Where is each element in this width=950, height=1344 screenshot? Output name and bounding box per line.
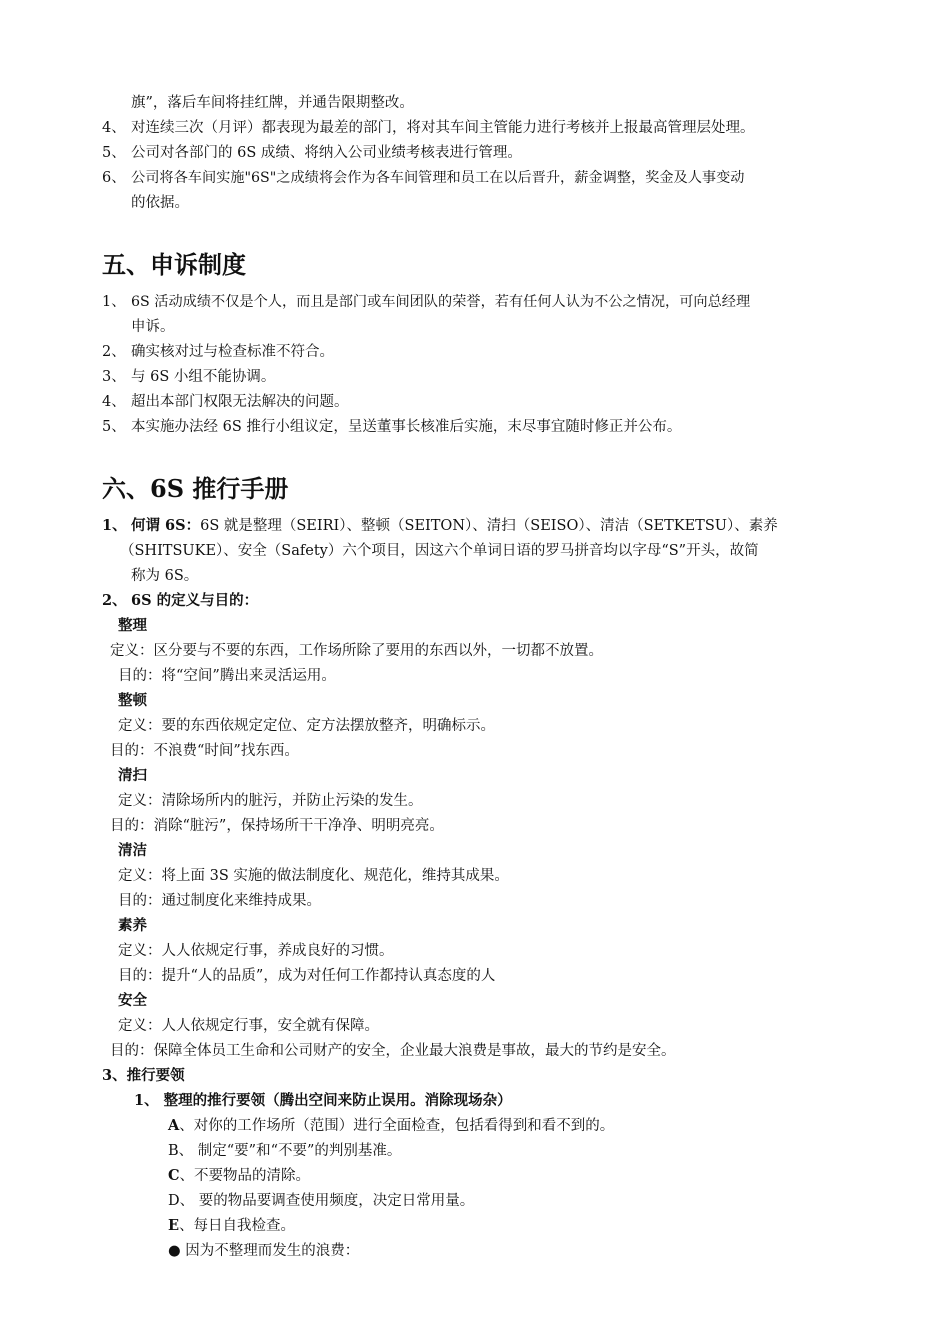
step-text: 、不要物品的清除。 — [179, 1168, 311, 1184]
term-purpose: 目的：将“空间”腾出来灵活运用。 — [118, 668, 336, 684]
section-heading-appeals: 五、申诉制度 — [102, 250, 246, 279]
list-item-continuation: 的依据。 — [131, 195, 189, 211]
list-item-continuation: 称为 6S。 — [131, 568, 199, 584]
term-definition: 定义：将上面 3S 实施的做法制度化、规范化，维持其成果。 — [118, 868, 509, 884]
list-text: 6S 的定义与目的： — [131, 592, 259, 609]
list-number: 2、 — [102, 344, 126, 360]
term-name: 安全 — [118, 992, 147, 1009]
list-text: 确实核对过与检查标准不符合。 — [131, 344, 334, 360]
step-mark: D — [168, 1193, 180, 1209]
term-name: 素养 — [118, 917, 147, 934]
list-text: 6S 就是整理（SEIRI）、整顿（SEITON）、清扫（SEISO）、清洁（SETKETSU）、素养 — [200, 518, 778, 534]
list-number: 2、 — [102, 592, 127, 609]
step-text: 、对你的工作场所（范围）进行全面检查，包括看得到和看不到的。 — [179, 1118, 615, 1134]
step-mark: C — [168, 1167, 180, 1184]
list-item-continuation: 旗”，落后车间将挂红牌，并通告限期整改。 — [131, 95, 414, 111]
term-purpose: 目的：提升“人的品质”，成为对任何工作都持认真态度的人 — [118, 968, 496, 984]
list-text: 超出本部门权限无法解决的问题。 — [131, 394, 349, 410]
step-item — [168, 1166, 310, 1186]
term-purpose: 目的：保障全体员工生命和公司财产的安全，企业最大浪费是事故，最大的节约是安全。 — [110, 1043, 676, 1059]
subsection-subheading: 1、 整理的推行要领（腾出空间来防止误用。消除现场杂） — [134, 1092, 512, 1109]
step-mark: A — [168, 1117, 180, 1134]
term-label: 何谓 6S： — [131, 517, 201, 534]
term-definition: 定义：清除场所内的脏污，并防止污染的发生。 — [118, 793, 423, 809]
list-text: 公司对各部门的 6S 成绩、将纳入公司业绩考核表进行管理。 — [131, 145, 522, 161]
step-text: 、 制定“要”和“不要”的判别基准。 — [178, 1143, 402, 1159]
list-item-continuation: 申诉。 — [131, 319, 175, 335]
list-text: 与 6S 小组不能协调。 — [131, 369, 276, 385]
step-item — [168, 1116, 614, 1136]
term-purpose: 目的：通过制度化来维持成果。 — [118, 893, 321, 909]
step-item — [168, 1141, 401, 1161]
step-text: 、 要的物品要调查使用频度，决定日常用量。 — [179, 1193, 475, 1209]
list-text: 6S 活动成绩不仅是个人，而且是部门或车间团队的荣誉，若有任何人认为不公之情况，可向总经理 — [131, 294, 751, 310]
list-number: 5、 — [102, 419, 126, 435]
list-number: 5、 — [102, 145, 126, 161]
list-text: 对连续三次（月评）都表现为最差的部门，将对其车间主管能力进行考核并上报最高管理层处理。 — [131, 120, 755, 136]
list-number: 4、 — [102, 120, 126, 136]
list-number: 1、 — [102, 294, 126, 310]
step-mark: E — [168, 1217, 180, 1234]
list-text: 本实施办法经 6S 推行小组议定，呈送董事长核准后实施，末尽事宜随时修正并公布。 — [131, 419, 682, 435]
list-text-wrap — [131, 516, 778, 536]
term-purpose: 目的：不浪费“时间”找东西。 — [110, 743, 299, 759]
list-number: 3、 — [102, 369, 126, 385]
subsection-heading: 3、推行要领 — [102, 1067, 185, 1084]
bullet-item: ● 因为不整理而发生的浪费： — [168, 1243, 360, 1259]
term-name: 整理 — [118, 617, 147, 634]
list-text: 公司将各车间实施"6S"之成绩将会作为各车间管理和员工在以后晋升，薪金调整，奖金及人事变动 — [131, 170, 745, 186]
term-name: 整顿 — [118, 692, 147, 709]
step-item — [168, 1191, 474, 1211]
list-item-continuation: （SHITSUKE）、安全（Safety）六个项目，因这六个单词日语的罗马拼音均以字母“S”开头，故简 — [120, 543, 759, 559]
term-name: 清扫 — [118, 767, 147, 784]
step-mark: B — [168, 1143, 179, 1159]
list-number: 4、 — [102, 394, 126, 410]
term-definition: 定义：人人依规定行事，养成良好的习惯。 — [118, 943, 394, 959]
list-number: 1、 — [102, 517, 127, 534]
step-item — [168, 1216, 295, 1236]
term-definition: 定义：区分要与不要的东西，工作场所除了要用的东西以外，一切都不放置。 — [110, 643, 603, 659]
step-text: 、每日自我检查。 — [179, 1218, 296, 1234]
term-definition: 定义：人人依规定行事，安全就有保障。 — [118, 1018, 379, 1034]
section-heading-6s-manual: 六、6S 推行手册 — [102, 474, 289, 503]
term-name: 清洁 — [118, 842, 147, 859]
term-definition: 定义：要的东西依规定定位、定方法摆放整齐，明确标示。 — [118, 718, 495, 734]
term-purpose: 目的：消除“脏污”，保持场所干干净净、明明亮亮。 — [110, 818, 444, 834]
list-number: 6、 — [102, 170, 126, 186]
